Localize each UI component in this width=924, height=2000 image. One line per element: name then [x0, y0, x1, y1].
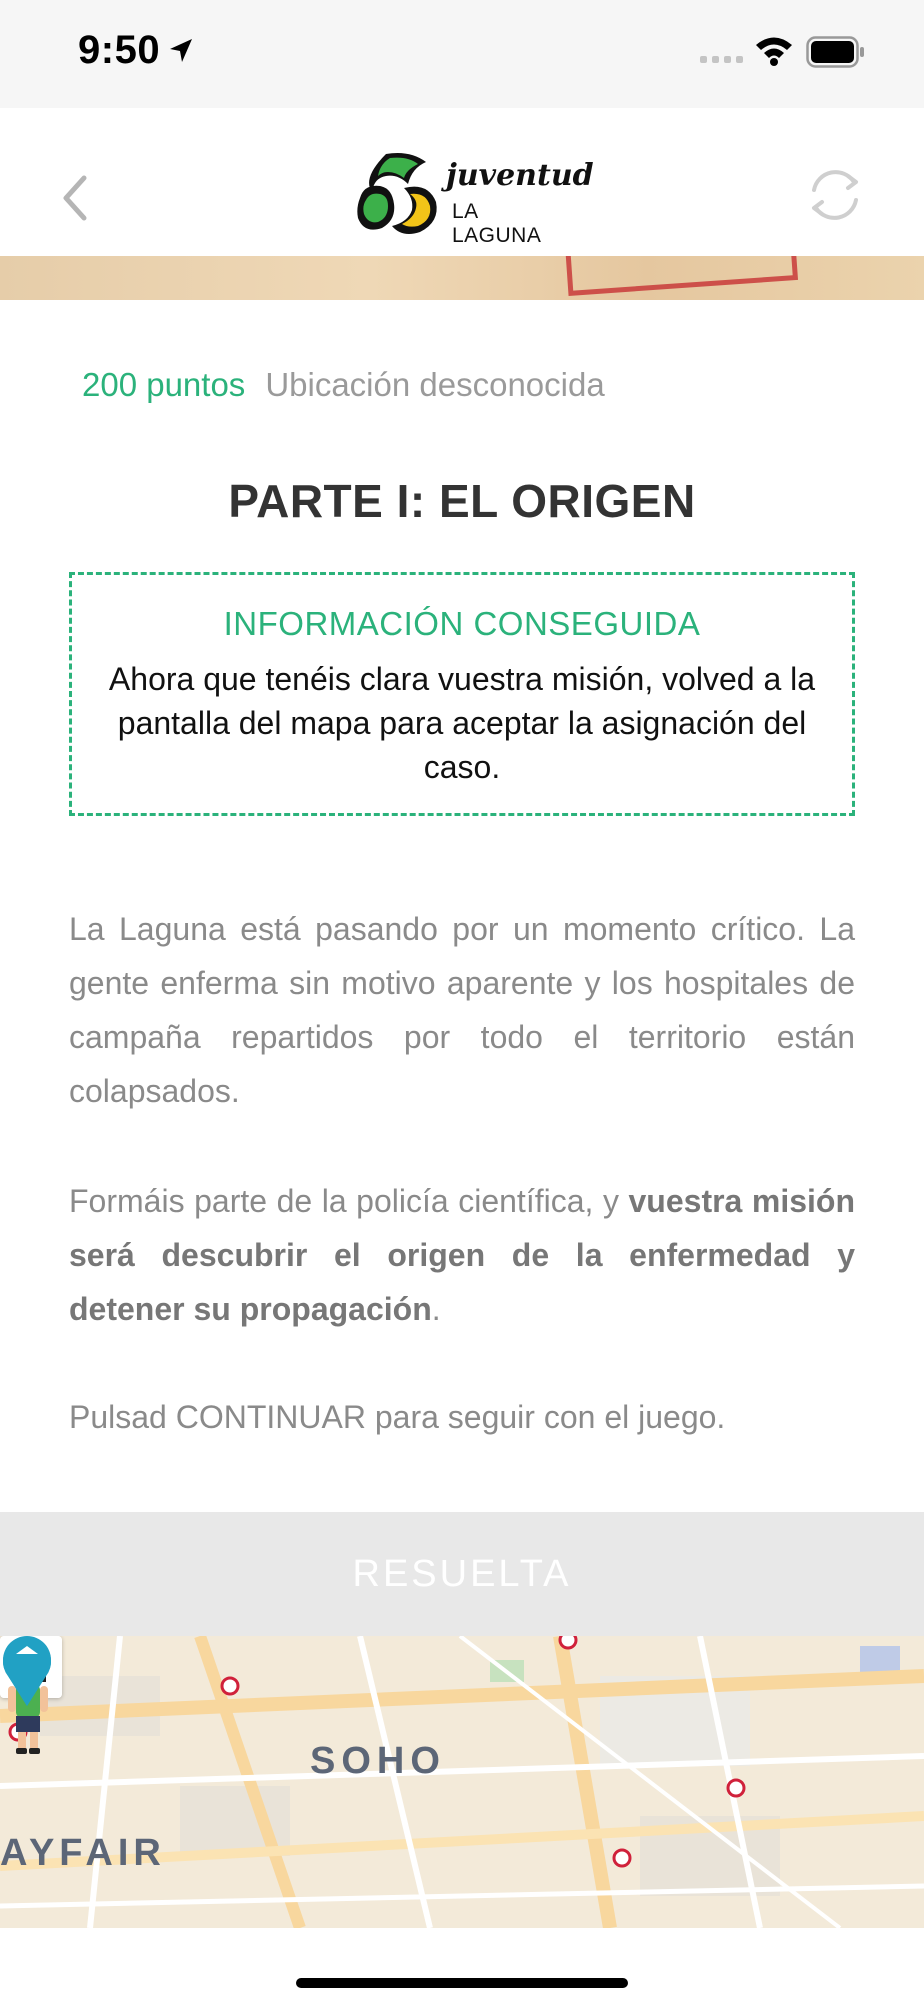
- status-bar: [0, 0, 924, 108]
- body-paragraph-2-bold: vuestra misión será descubrir el origen de la enfermedad y detener su propagación: [69, 1183, 856, 1327]
- body-paragraph-2: [69, 1174, 855, 1336]
- info-box: [69, 572, 855, 816]
- challenge-title: PARTE I: EL ORIGEN: [228, 475, 696, 527]
- juventud-la-laguna-logo: [352, 148, 594, 247]
- map-view[interactable]: [0, 1636, 924, 1928]
- refresh-icon[interactable]: [804, 164, 866, 226]
- body-paragraph-2-start: Formáis parte de la policía científica, y: [69, 1183, 629, 1219]
- challenge-meta: [82, 366, 605, 404]
- body-paragraph-3: Pulsad CONTINUAR para seguir con el juego.: [69, 1399, 726, 1435]
- body-paragraph-2-end: .: [431, 1291, 441, 1327]
- battery-icon: [806, 36, 866, 68]
- location-label: Ubicación desconocida: [265, 366, 605, 403]
- logo-text-la-laguna: LA LAGUNA: [452, 200, 542, 247]
- home-indicator-area: [0, 1928, 924, 2000]
- app-header: [0, 108, 924, 256]
- landmark-pin-icon[interactable]: [0, 1636, 54, 1676]
- logo-mark-icon: [352, 148, 446, 240]
- case-banner-image: [0, 256, 924, 300]
- resolved-button-label: RESUELTA: [352, 1553, 572, 1595]
- resolved-button[interactable]: [0, 1512, 924, 1636]
- wifi-icon: [754, 34, 794, 66]
- location-arrow-icon: [166, 36, 196, 66]
- map-label-soho: SOHO: [310, 1740, 446, 1782]
- red-stamp-graphic: [564, 256, 798, 296]
- info-box-text: Ahora que tenéis clara vuestra misión, volved a la pantalla del mapa para aceptar la asignación del caso.: [108, 661, 816, 785]
- status-time: 9:50: [78, 28, 161, 72]
- back-chevron-icon[interactable]: [56, 170, 96, 226]
- body-paragraph-1: La Laguna está pasando por un momento crítico. La gente enferma sin motivo aparente y los hospitales de campaña repartidos por todo el territorio están colapsados.: [69, 911, 855, 1109]
- map-streets: [0, 1636, 924, 1928]
- cellular-signal-icon: [700, 56, 744, 64]
- logo-text-juventud: juventud: [446, 158, 594, 193]
- home-indicator[interactable]: [296, 1978, 628, 1988]
- info-box-title: INFORMACIÓN CONSEGUIDA: [223, 605, 701, 642]
- points-label: 200 puntos: [82, 366, 246, 403]
- map-label-mayfair: AYFAIR: [0, 1832, 166, 1874]
